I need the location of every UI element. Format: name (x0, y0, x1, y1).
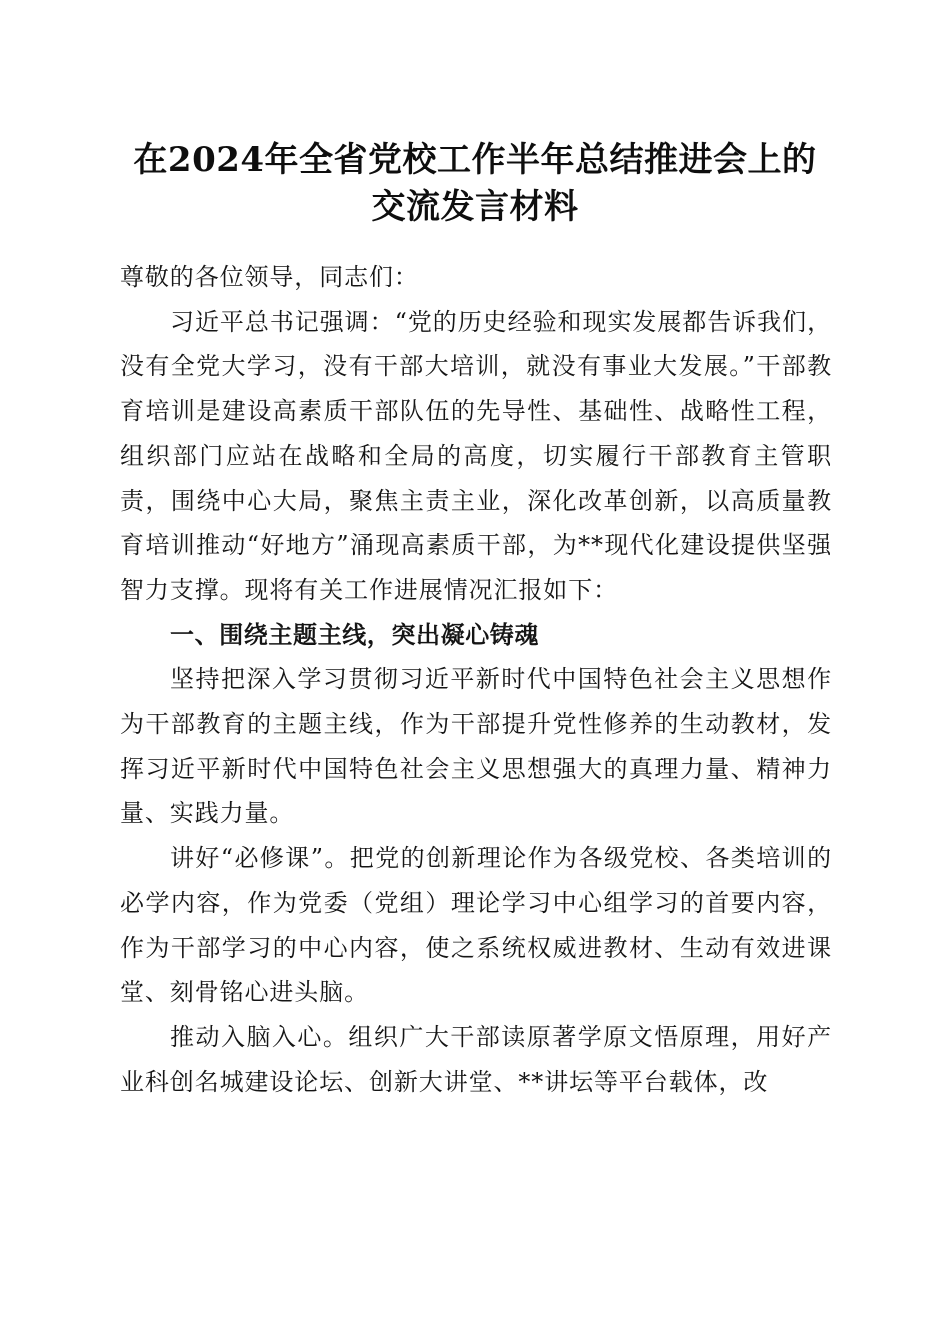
document-title-line-1: 在2024年全省党校工作半年总结推进会上的 (133, 140, 817, 180)
document-title-line-2: 交流发言材料 (371, 187, 579, 227)
section-heading-1: 一、围绕主题主线，突出凝心铸魂 (170, 620, 539, 649)
section1-paragraph-1: 坚持把深入学习贯彻习近平新时代中国特色社会主义思想作为干部教育的主题主线，作为干部提升党性修养的生动教材，发挥习近平新时代中国特色社会主义思想强大的真理力量、精神力量、实践力量。 (120, 665, 832, 828)
section1-paragraph-2: 讲好“必修课”。把党的创新理论作为各级党校、各类培训的必学内容，作为党委（党组）理论学习中心组学习的首要内容，作为干部学习的中心内容，使之系统权威进教材、生动有效进课堂、刻骨铭心进头脑。 (120, 844, 832, 1007)
section1-paragraph-3: 推动入脑入心。组织广大干部读原著学原文悟原理，用好产业科创名城建设论坛、创新大讲堂、**讲坛等平台载体，改 (120, 1022, 832, 1096)
salutation: 尊敬的各位领导，同志们： (120, 263, 419, 291)
document-body (120, 255, 832, 1104)
intro-paragraph: 习近平总书记强调：“党的历史经验和现实发展都告诉我们，没有全党大学习，没有干部大培训，就没有事业大发展。”干部教育培训是建设高素质干部队伍的先导性、基础性、战略性工程，组织部门应站在战略和全局的高度，切实履行干部教育主管职责，围绕中心大局，聚焦主责主业，深化改革创新，以高质量教育培训推动“好地方”涌现高素质干部，为**现代化建设提供坚强智力支撑。现将有关工作进展情况汇报如下： (120, 307, 832, 604)
